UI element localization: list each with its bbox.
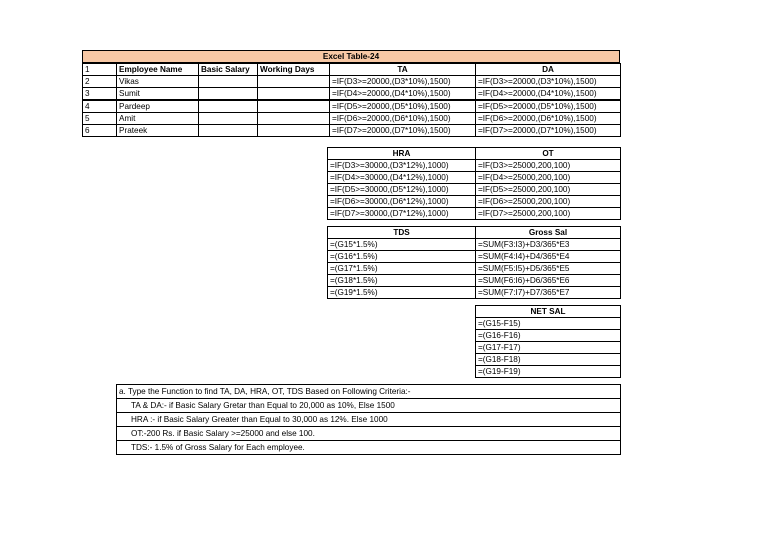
basic-salary-cell[interactable] xyxy=(199,100,258,113)
hra-formula-cell[interactable]: =IF(D4>=30000,(D4*12%),1000) xyxy=(328,172,476,184)
table-row xyxy=(328,160,621,172)
row-number[interactable]: 5 xyxy=(83,113,117,125)
table-row xyxy=(83,76,621,88)
net-formula-cell[interactable]: =(G15-F15) xyxy=(476,318,621,330)
ta-formula-cell[interactable]: =IF(D7>=20000,(D7*10%),1500) xyxy=(330,125,476,137)
employee-name-cell[interactable]: Sumit xyxy=(117,88,199,101)
da-formula-cell[interactable]: =IF(D3>=20000,(D3*10%),1500) xyxy=(476,76,621,88)
row-number[interactable]: 1 xyxy=(83,64,117,76)
tds-gross-table xyxy=(327,226,621,299)
tds-formula-cell[interactable]: =(G18*1.5%) xyxy=(328,275,476,287)
header-tds[interactable]: TDS xyxy=(328,227,476,239)
list-item xyxy=(117,413,621,427)
employee-name-cell[interactable]: Pardeep xyxy=(117,100,199,113)
header-employee-name[interactable]: Employee Name xyxy=(117,64,199,76)
table-row xyxy=(328,287,621,299)
row-number[interactable]: 2 xyxy=(83,76,117,88)
note-line[interactable]: a. Type the Function to find TA, DA, HRA, OT, TDS Based on Following Criteria:- xyxy=(117,385,621,399)
tds-formula-cell[interactable]: =(G15*1.5%) xyxy=(328,239,476,251)
table-row xyxy=(328,196,621,208)
table-row xyxy=(83,88,621,101)
table-row xyxy=(476,342,621,354)
row-number[interactable]: 6 xyxy=(83,125,117,137)
working-days-cell[interactable] xyxy=(258,125,330,137)
basic-salary-cell[interactable] xyxy=(199,125,258,137)
ta-formula-cell[interactable]: =IF(D5>=20000,(D5*10%),1500) xyxy=(330,100,476,113)
header-net-sal[interactable]: NET SAL xyxy=(476,306,621,318)
table-row xyxy=(83,125,621,137)
ot-formula-cell[interactable]: =IF(D7>=25000,200,100) xyxy=(476,208,621,220)
table-row xyxy=(476,354,621,366)
hra-formula-cell[interactable]: =IF(D3>=30000,(D3*12%),1000) xyxy=(328,160,476,172)
table-row xyxy=(476,306,621,318)
note-line[interactable]: OT:-200 Rs. if Basic Salary >=25000 and else 100. xyxy=(117,427,621,441)
ot-formula-cell[interactable]: =IF(D6>=25000,200,100) xyxy=(476,196,621,208)
hra-ot-table xyxy=(327,147,621,220)
criteria-notes xyxy=(116,384,621,455)
working-days-cell[interactable] xyxy=(258,76,330,88)
da-formula-cell[interactable]: =IF(D7>=20000,(D7*10%),1500) xyxy=(476,125,621,137)
header-gross-sal[interactable]: Gross Sal xyxy=(476,227,621,239)
ta-formula-cell[interactable]: =IF(D6>=20000,(D6*10%),1500) xyxy=(330,113,476,125)
table-row xyxy=(83,100,621,113)
gross-formula-cell[interactable]: =SUM(F3:I3)+D3/365*E3 xyxy=(476,239,621,251)
table-row xyxy=(328,239,621,251)
header-basic-salary[interactable]: Basic Salary xyxy=(199,64,258,76)
ta-formula-cell[interactable]: =IF(D3>=20000,(D3*10%),1500) xyxy=(330,76,476,88)
table-row xyxy=(476,366,621,378)
table-row xyxy=(328,172,621,184)
header-da[interactable]: DA xyxy=(476,64,621,76)
employee-table xyxy=(82,63,621,137)
hra-formula-cell[interactable]: =IF(D6>=30000,(D6*12%),1000) xyxy=(328,196,476,208)
ot-formula-cell[interactable]: =IF(D5>=25000,200,100) xyxy=(476,184,621,196)
table-row xyxy=(476,318,621,330)
header-ta[interactable]: TA xyxy=(330,64,476,76)
ot-formula-cell[interactable]: =IF(D4>=25000,200,100) xyxy=(476,172,621,184)
table-row xyxy=(83,64,621,76)
table-row xyxy=(328,263,621,275)
note-line[interactable]: HRA :- if Basic Salary Greater than Equal to 30,000 as 12%. Else 1000 xyxy=(117,413,621,427)
list-item xyxy=(117,399,621,413)
basic-salary-cell[interactable] xyxy=(199,88,258,101)
working-days-cell[interactable] xyxy=(258,88,330,101)
table-row xyxy=(328,148,621,160)
table-title: Excel Table-24 xyxy=(82,50,620,63)
working-days-cell[interactable] xyxy=(258,113,330,125)
hra-formula-cell[interactable]: =IF(D7>=30000,(D7*12%),1000) xyxy=(328,208,476,220)
table-row xyxy=(328,275,621,287)
gross-formula-cell[interactable]: =SUM(F5:I5)+D5/365*E5 xyxy=(476,263,621,275)
table-row xyxy=(476,330,621,342)
note-line[interactable]: TDS:- 1.5% of Gross Salary for Each employee. xyxy=(117,441,621,455)
table-row xyxy=(328,208,621,220)
row-number[interactable]: 4 xyxy=(83,100,117,113)
da-formula-cell[interactable]: =IF(D6>=20000,(D6*10%),1500) xyxy=(476,113,621,125)
list-item xyxy=(117,427,621,441)
note-line[interactable]: TA & DA:- if Basic Salary Gretar than Equal to 20,000 as 10%, Else 1500 xyxy=(117,399,621,413)
tds-formula-cell[interactable]: =(G17*1.5%) xyxy=(328,263,476,275)
gross-formula-cell[interactable]: =SUM(F6:I6)+D6/365*E6 xyxy=(476,275,621,287)
net-formula-cell[interactable]: =(G17-F17) xyxy=(476,342,621,354)
net-formula-cell[interactable]: =(G19-F19) xyxy=(476,366,621,378)
list-item xyxy=(117,385,621,399)
da-formula-cell[interactable]: =IF(D4>=20000,(D4*10%),1500) xyxy=(476,88,621,101)
net-formula-cell[interactable]: =(G16-F16) xyxy=(476,330,621,342)
gross-formula-cell[interactable]: =SUM(F7:I7)+D7/365*E7 xyxy=(476,287,621,299)
tds-formula-cell[interactable]: =(G19*1.5%) xyxy=(328,287,476,299)
table-row xyxy=(328,227,621,239)
net-formula-cell[interactable]: =(G18-F18) xyxy=(476,354,621,366)
employee-name-cell[interactable]: Amit xyxy=(117,113,199,125)
ot-formula-cell[interactable]: =IF(D3>=25000,200,100) xyxy=(476,160,621,172)
da-formula-cell[interactable]: =IF(D5>=20000,(D5*10%),1500) xyxy=(476,100,621,113)
header-working-days[interactable]: Working Days xyxy=(258,64,330,76)
row-number[interactable]: 3 xyxy=(83,88,117,101)
table-row xyxy=(328,184,621,196)
employee-name-cell[interactable]: Vikas xyxy=(117,76,199,88)
ta-formula-cell[interactable]: =IF(D4>=20000,(D4*10%),1500) xyxy=(330,88,476,101)
header-ot[interactable]: OT xyxy=(476,148,621,160)
gross-formula-cell[interactable]: =SUM(F4:I4)+D4/365*E4 xyxy=(476,251,621,263)
employee-name-cell[interactable]: Prateek xyxy=(117,125,199,137)
list-item xyxy=(117,441,621,455)
table-row xyxy=(328,251,621,263)
basic-salary-cell[interactable] xyxy=(199,76,258,88)
tds-formula-cell[interactable]: =(G16*1.5%) xyxy=(328,251,476,263)
header-hra[interactable]: HRA xyxy=(328,148,476,160)
table-row xyxy=(83,113,621,125)
basic-salary-cell[interactable] xyxy=(199,113,258,125)
working-days-cell[interactable] xyxy=(258,100,330,113)
net-sal-table xyxy=(475,305,621,378)
hra-formula-cell[interactable]: =IF(D5>=30000,(D5*12%),1000) xyxy=(328,184,476,196)
